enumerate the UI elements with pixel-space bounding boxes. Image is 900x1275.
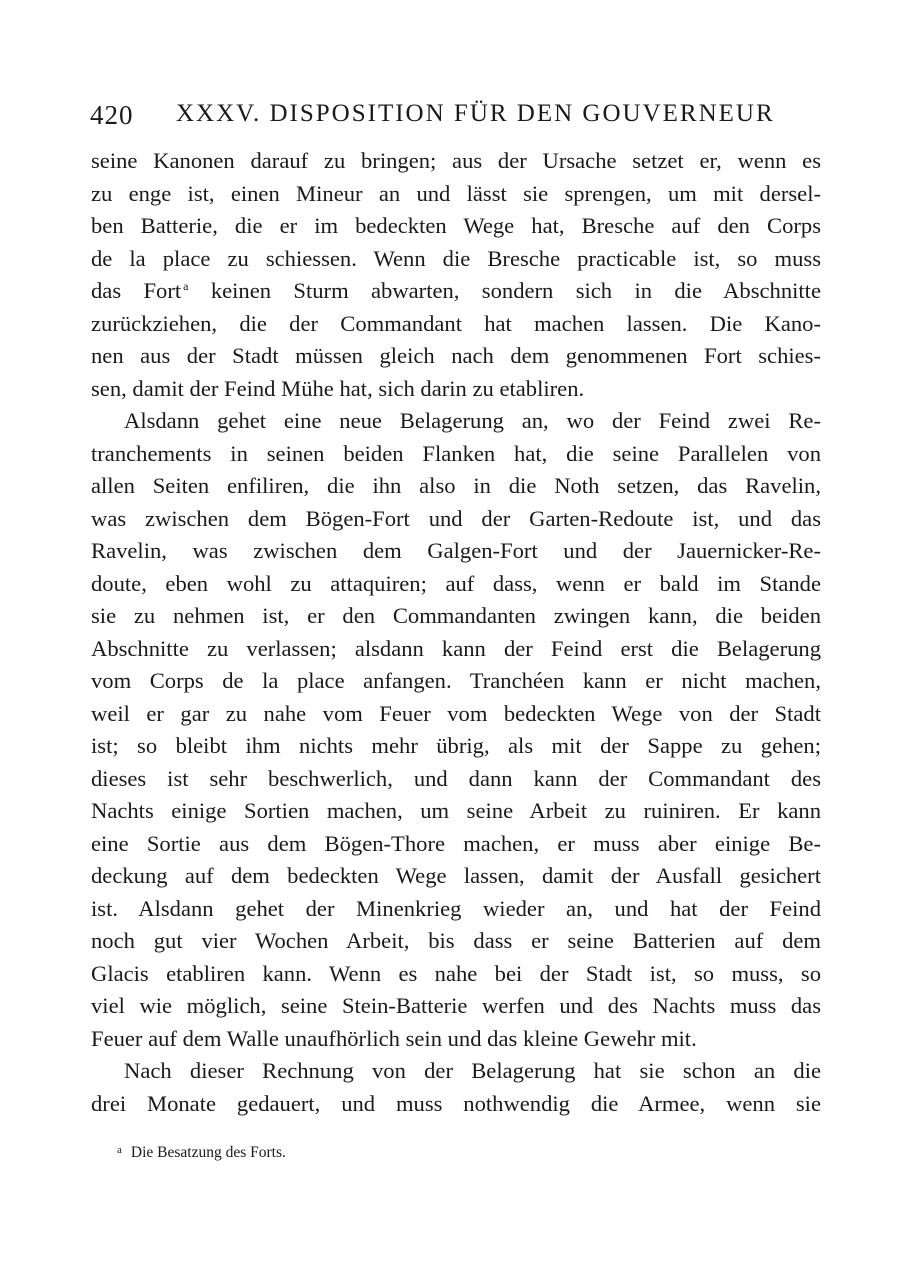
text-line: seine Kanonen darauf zu bringen; aus der Ursache setzet er, wenn es xyxy=(91,148,821,173)
text-line: dieses ist sehr beschwerlich, und dann kann der Commandant des xyxy=(91,765,821,791)
text-line: noch gut vier Wochen Arbeit, bis dass er seine Batterien auf dem xyxy=(91,928,821,953)
text-line: deckung auf dem bedeckten Wege lassen, damit der Ausfall gesichert xyxy=(91,863,821,888)
text-fragment: das Fort xyxy=(91,278,182,303)
text-line: Abschnitte zu verlassen; alsdann kann der Feind erst die Belagerung xyxy=(91,635,821,661)
text-line-with-note xyxy=(91,275,821,308)
text-line: Glacis etabliren kann. Wenn es nahe bei der Stadt ist, so muss, so xyxy=(91,960,821,986)
text-line: sen, damit der Feind Mühe hat, sich darin zu etabliren. xyxy=(91,375,585,401)
text-line: zurückziehen, die der Commandant hat machen lassen. Die Kano- xyxy=(91,310,821,336)
text-line: ist; so bleibt ihm nichts mehr übrig, als mit der Sappe zu gehen; xyxy=(91,733,821,758)
text-line: ben Batterie, die er im bedeckten Wege hat, Bresche auf den Corps xyxy=(91,213,821,238)
footnote xyxy=(117,1140,286,1163)
text-line: ist. Alsdann gehet der Minenkrieg wieder an, und hat der Feind xyxy=(91,895,821,921)
text-fragment: keinen Sturm abwarten, sondern sich in die Abschnitte xyxy=(210,278,821,303)
text-line: doute, eben wohl zu attaquiren; auf dass, wenn er bald im Stande xyxy=(91,570,821,596)
text-line: vom Corps de la place anfangen. Tranchéen kann er nicht machen, xyxy=(91,668,821,693)
running-title: XXXV. DISPOSITION FÜR DEN GOUVERNEUR xyxy=(176,100,775,127)
text-line: allen Seiten enfiliren, die ihn also in die Noth setzen, das Ravelin, xyxy=(91,473,821,498)
footnote-marker: a xyxy=(117,1144,122,1156)
text-line: Nachts einige Sortien machen, um seine Arbeit zu ruiniren. Er kann xyxy=(91,798,821,823)
text-line: zu enge ist, einen Mineur an und lässt sie sprengen, um mit dersel- xyxy=(91,180,821,206)
text-line: viel wie möglich, seine Stein-Batterie werfen und des Nachts muss das xyxy=(91,993,821,1018)
paragraph-start-line: Alsdann gehet eine neue Belagerung an, wo der Feind zwei Re- xyxy=(124,408,821,433)
footnote-text: Die Besatzung des Forts. xyxy=(130,1144,286,1161)
text-line: sie zu nehmen ist, er den Commandanten zwingen kann, die beiden xyxy=(91,603,821,628)
footnote-reference: a xyxy=(183,279,189,293)
text-line: nen aus der Stadt müssen gleich nach dem genommenen Fort schies- xyxy=(91,343,821,368)
paragraph-start-line: Nach dieser Rechnung von der Belagerung hat sie schon an die xyxy=(124,1058,821,1083)
text-line: was zwischen dem Bögen-Fort und der Garten-Redoute ist, und das xyxy=(91,505,821,531)
text-line: weil er gar zu nahe vom Feuer vom bedeckten Wege von der Stadt xyxy=(91,700,821,726)
text-line: Feuer auf dem Walle unaufhörlich sein und das kleine Gewehr mit. xyxy=(91,1025,697,1051)
page-number: 420 xyxy=(90,100,134,130)
body-text xyxy=(91,145,821,1120)
running-head xyxy=(90,100,830,140)
text-line: de la place zu schiessen. Wenn die Bresche practicable ist, so muss xyxy=(91,245,821,271)
text-line: tranchements in seinen beiden Flanken hat, die seine Parallelen von xyxy=(91,440,821,466)
text-line: eine Sortie aus dem Bögen-Thore machen, er muss aber einige Be- xyxy=(91,830,821,856)
text-line: Ravelin, was zwischen dem Galgen-Fort und der Jauernicker-Re- xyxy=(91,538,821,563)
text-line: drei Monate gedauert, und muss nothwendig die Armee, wenn sie xyxy=(91,1090,821,1116)
